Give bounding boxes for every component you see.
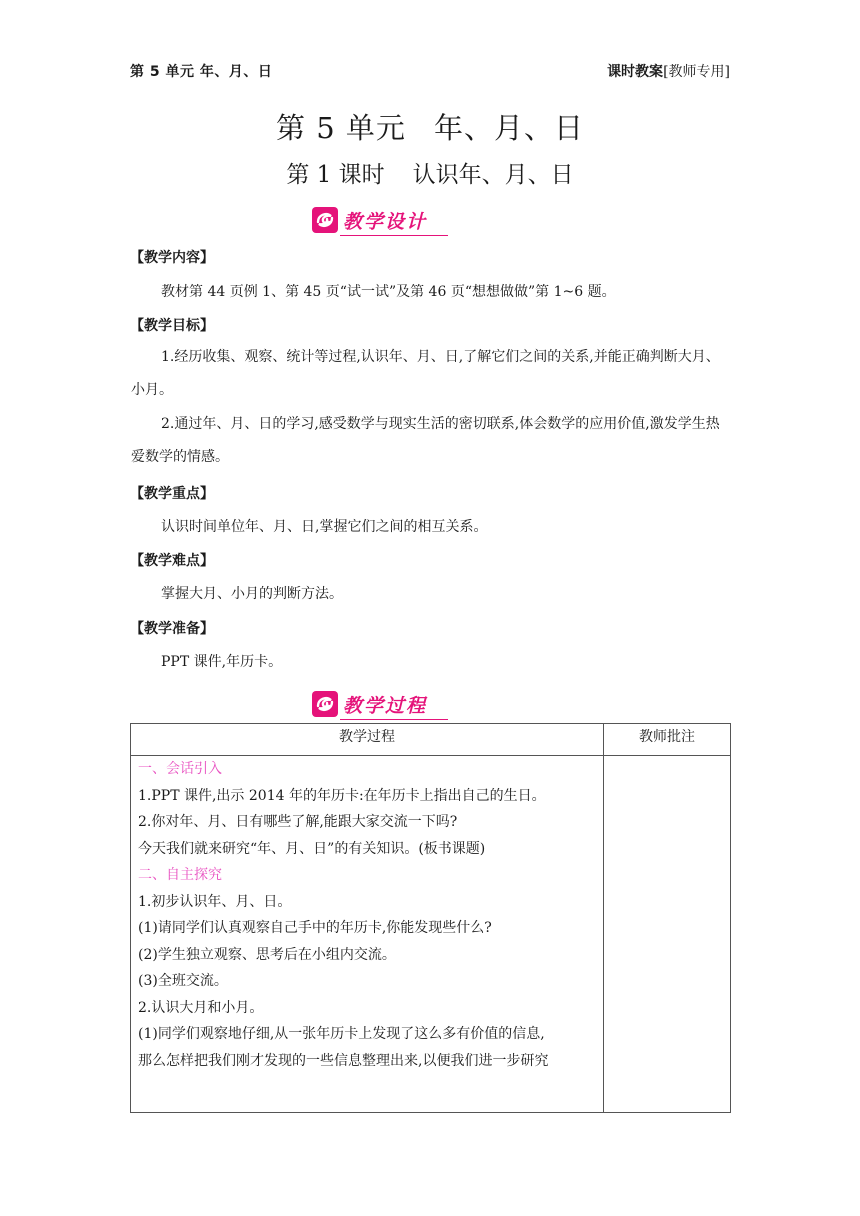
content-text: 教材第 44 页例 1、第 45 页“试一试”及第 46 页“想想做做”第 1~6 题。: [161, 284, 616, 300]
table-line: (2)学生独立观察、思考后在小组内交流。: [138, 946, 396, 963]
swirl-logo-icon: [312, 207, 338, 233]
teaching-process-table: [130, 723, 731, 1113]
table-line: (1)同学们观察地仔细,从一张年历卡上发现了这么多有价值的信息,: [138, 1026, 545, 1042]
swirl-logo-icon: [312, 691, 338, 717]
goal-1-text: 1.经历收集、观察、统计等过程,认识年、月、日,了解它们之间的关系,并能正确判断大月、小月。: [131, 349, 720, 398]
teacher-notes-cell: [604, 756, 731, 1113]
table-line: 1.PPT 课件,出示 2014 年的年历卡:在年历卡上指出自己的生日。: [138, 787, 546, 804]
table-line-heading: 二、自主探究: [138, 867, 222, 883]
section-label-key-points: 【教学重点】: [130, 486, 214, 502]
table-line: 那么怎样把我们刚才发现的一些信息整理出来,以便我们进一步研究: [138, 1052, 549, 1069]
section-label-content: 【教学内容】: [130, 250, 214, 266]
section-label-goals: 【教学目标】: [130, 318, 214, 334]
table-line: 今天我们就来研究“年、月、日”的有关知识。(板书课题): [138, 840, 486, 857]
unit-topic: 年、月、日: [433, 111, 584, 145]
unit-number: 第 5 单元: [276, 111, 406, 145]
table-line: 2.认识大月和小月。: [138, 999, 264, 1016]
column-header-notes: 教师批注: [604, 724, 731, 756]
section-banner-design: [312, 205, 427, 235]
key-points-text: 认识时间单位年、月、日,掌握它们之间的相互关系。: [161, 519, 488, 535]
banner-underline: [340, 235, 448, 237]
lesson-topic: 认识年、月、日: [412, 162, 574, 188]
lesson-number: 第 1 课时: [286, 162, 385, 188]
difficulties-text: 掌握大月、小月的判断方法。: [161, 586, 343, 602]
goal-2-text: 2.通过年、月、日的学习,感受数学与现实生活的密切联系,体会数学的应用价值,激发学生热爱数学的情感。: [131, 416, 720, 465]
banner-underline: [340, 719, 448, 721]
table-line: (1)请同学们认真观察自己手中的年历卡,你能发现些什么?: [138, 920, 492, 936]
preparation-text: PPT 课件,年历卡。: [161, 654, 283, 670]
process-content-cell: [131, 756, 604, 1113]
section-banner-process: [312, 689, 427, 719]
running-header-note: [教师专用]: [663, 64, 730, 80]
table-line: (3)全班交流。: [138, 973, 228, 989]
table-line-heading: 一、会话引入: [138, 761, 222, 777]
running-header-title: 课时教案: [607, 64, 664, 80]
banner-text: 教学过程: [343, 694, 428, 717]
running-header-right: [607, 61, 730, 81]
banner-text: 教学设计: [343, 210, 428, 233]
table-line: 2.你对年、月、日有哪些了解,能跟大家交流一下吗?: [138, 814, 458, 830]
lesson-title: [0, 156, 860, 189]
section-label-preparation: 【教学准备】: [130, 621, 214, 637]
running-header-left: 第 5 单元 年、月、日: [130, 64, 273, 80]
table-line: 1.初步认识年、月、日。: [138, 893, 292, 910]
unit-title: [0, 106, 860, 147]
column-header-process: 教学过程: [131, 724, 604, 756]
section-label-difficulties: 【教学难点】: [130, 553, 214, 569]
